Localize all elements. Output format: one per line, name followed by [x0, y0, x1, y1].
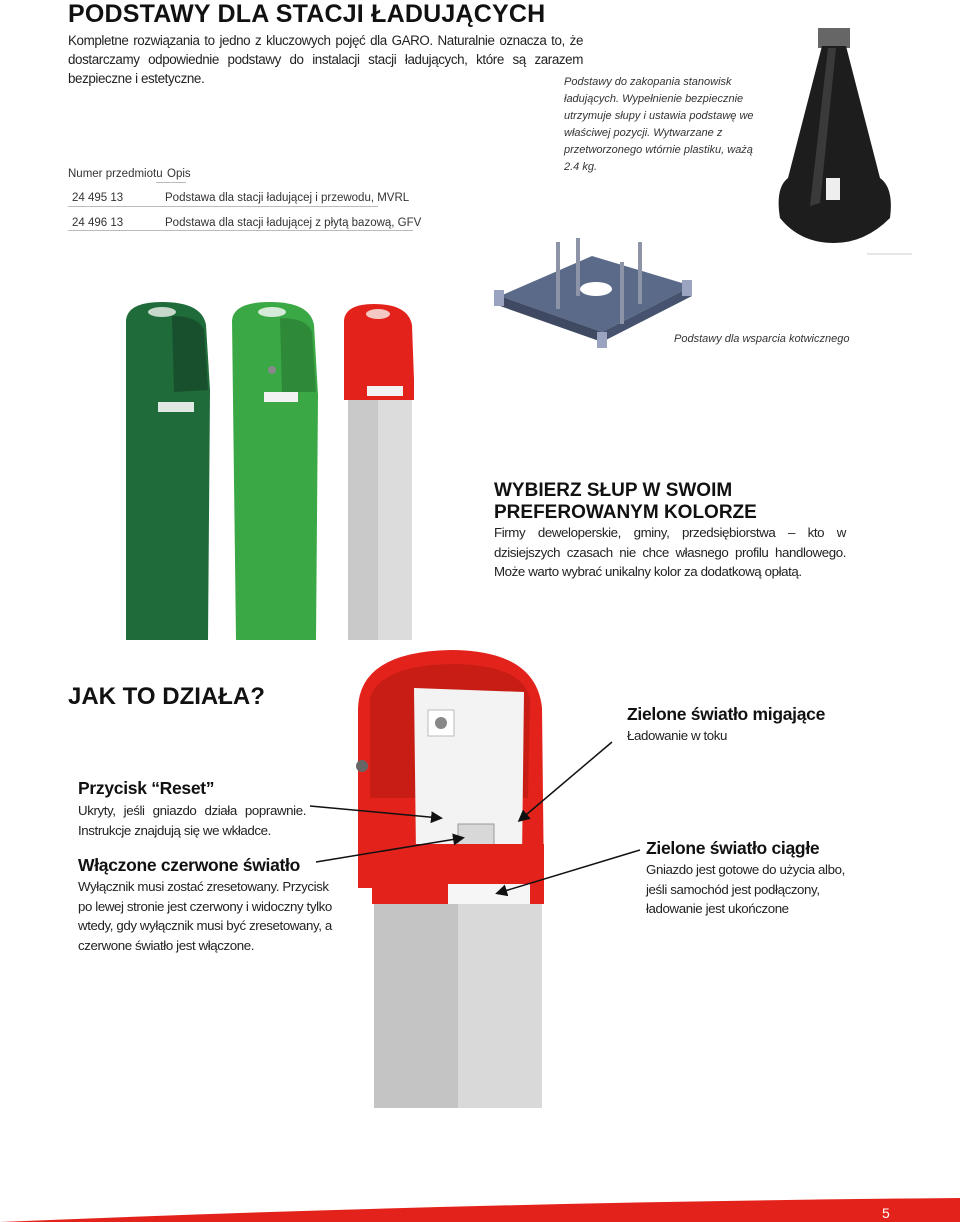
reset-body: Ukryty, jeśli gniazdo działa poprawnie. Instrukcje znajdują się we wkładce.	[78, 803, 306, 838]
how-it-works-heading: JAK TO DZIAŁA?	[68, 683, 265, 710]
page-number: 5	[882, 1205, 890, 1221]
table-row-desc: Podstawa dla stacji ładującej i przewodu, MVRL	[165, 192, 410, 204]
blink-light-body: Ładowanie w toku	[627, 728, 728, 743]
burial-base-caption: Podstawy do zakopania stanowisk ładujących. Wypełnienie bezpiecznie utrzymuje słupy i ustawia podstawę we właściwej pozycji. Wytwarzane z przetworzonego wtórnie plastiku, ważą 2.4 kg.	[564, 76, 754, 173]
intro-paragraph: Kompletne rozwiązania to jedno z kluczowych pojęć dla GARO. Naturalnie oznacza to, że dostarczamy odpowiednie podstawy do instalacji stacji ładujących, które są zarazem bezpieczne i estetyczne.	[68, 33, 583, 86]
steady-light-title: Zielone światło ciągłe	[646, 838, 820, 858]
red-light-body: Wyłącznik musi zostać zresetowany. Przycisk po lewej stronie jest czerwony i widoczny tylko wtedy, gdy wyłącznik musi być zresetowany, a czerwone światło jest włączone.	[78, 879, 332, 953]
color-section-body: Firmy deweloperskie, gminy, przedsiębiorstwa – kto w dzisiejszych czasach nie chce własnego profilu handlowego. Może warto wybrać unikalny kolor za dodatkową opłatą.	[494, 525, 846, 579]
blink-light-title: Zielone światło migające	[627, 704, 826, 724]
col-header-desc: Opis	[167, 168, 191, 180]
table-row-number: 24 495 13	[72, 192, 124, 204]
anchor-base-caption: Podstawy dla wsparcia kotwicznego	[674, 333, 850, 345]
color-section-heading: WYBIERZ SŁUP W SWOIM PREFEROWANYM KOLORZE	[494, 480, 757, 523]
footer-band	[0, 1196, 960, 1222]
red-light-title: Włączone czerwone światło	[78, 855, 300, 875]
reset-title: Przycisk “Reset”	[78, 778, 215, 798]
page-title: PODSTAWY DLA STACJI ŁADUJĄCYCH	[68, 0, 546, 28]
table-row-desc: Podstawa dla stacji ładującej z płytą bazową, GFV	[165, 217, 422, 229]
col-header-number: Numer przedmiotu	[68, 168, 163, 180]
table-row-number: 24 496 13	[72, 217, 124, 229]
steady-light-body: Gniazdo jest gotowe do użycia albo, jeśli samochód jest podłączony, ładowanie jest ukończone	[646, 862, 845, 916]
